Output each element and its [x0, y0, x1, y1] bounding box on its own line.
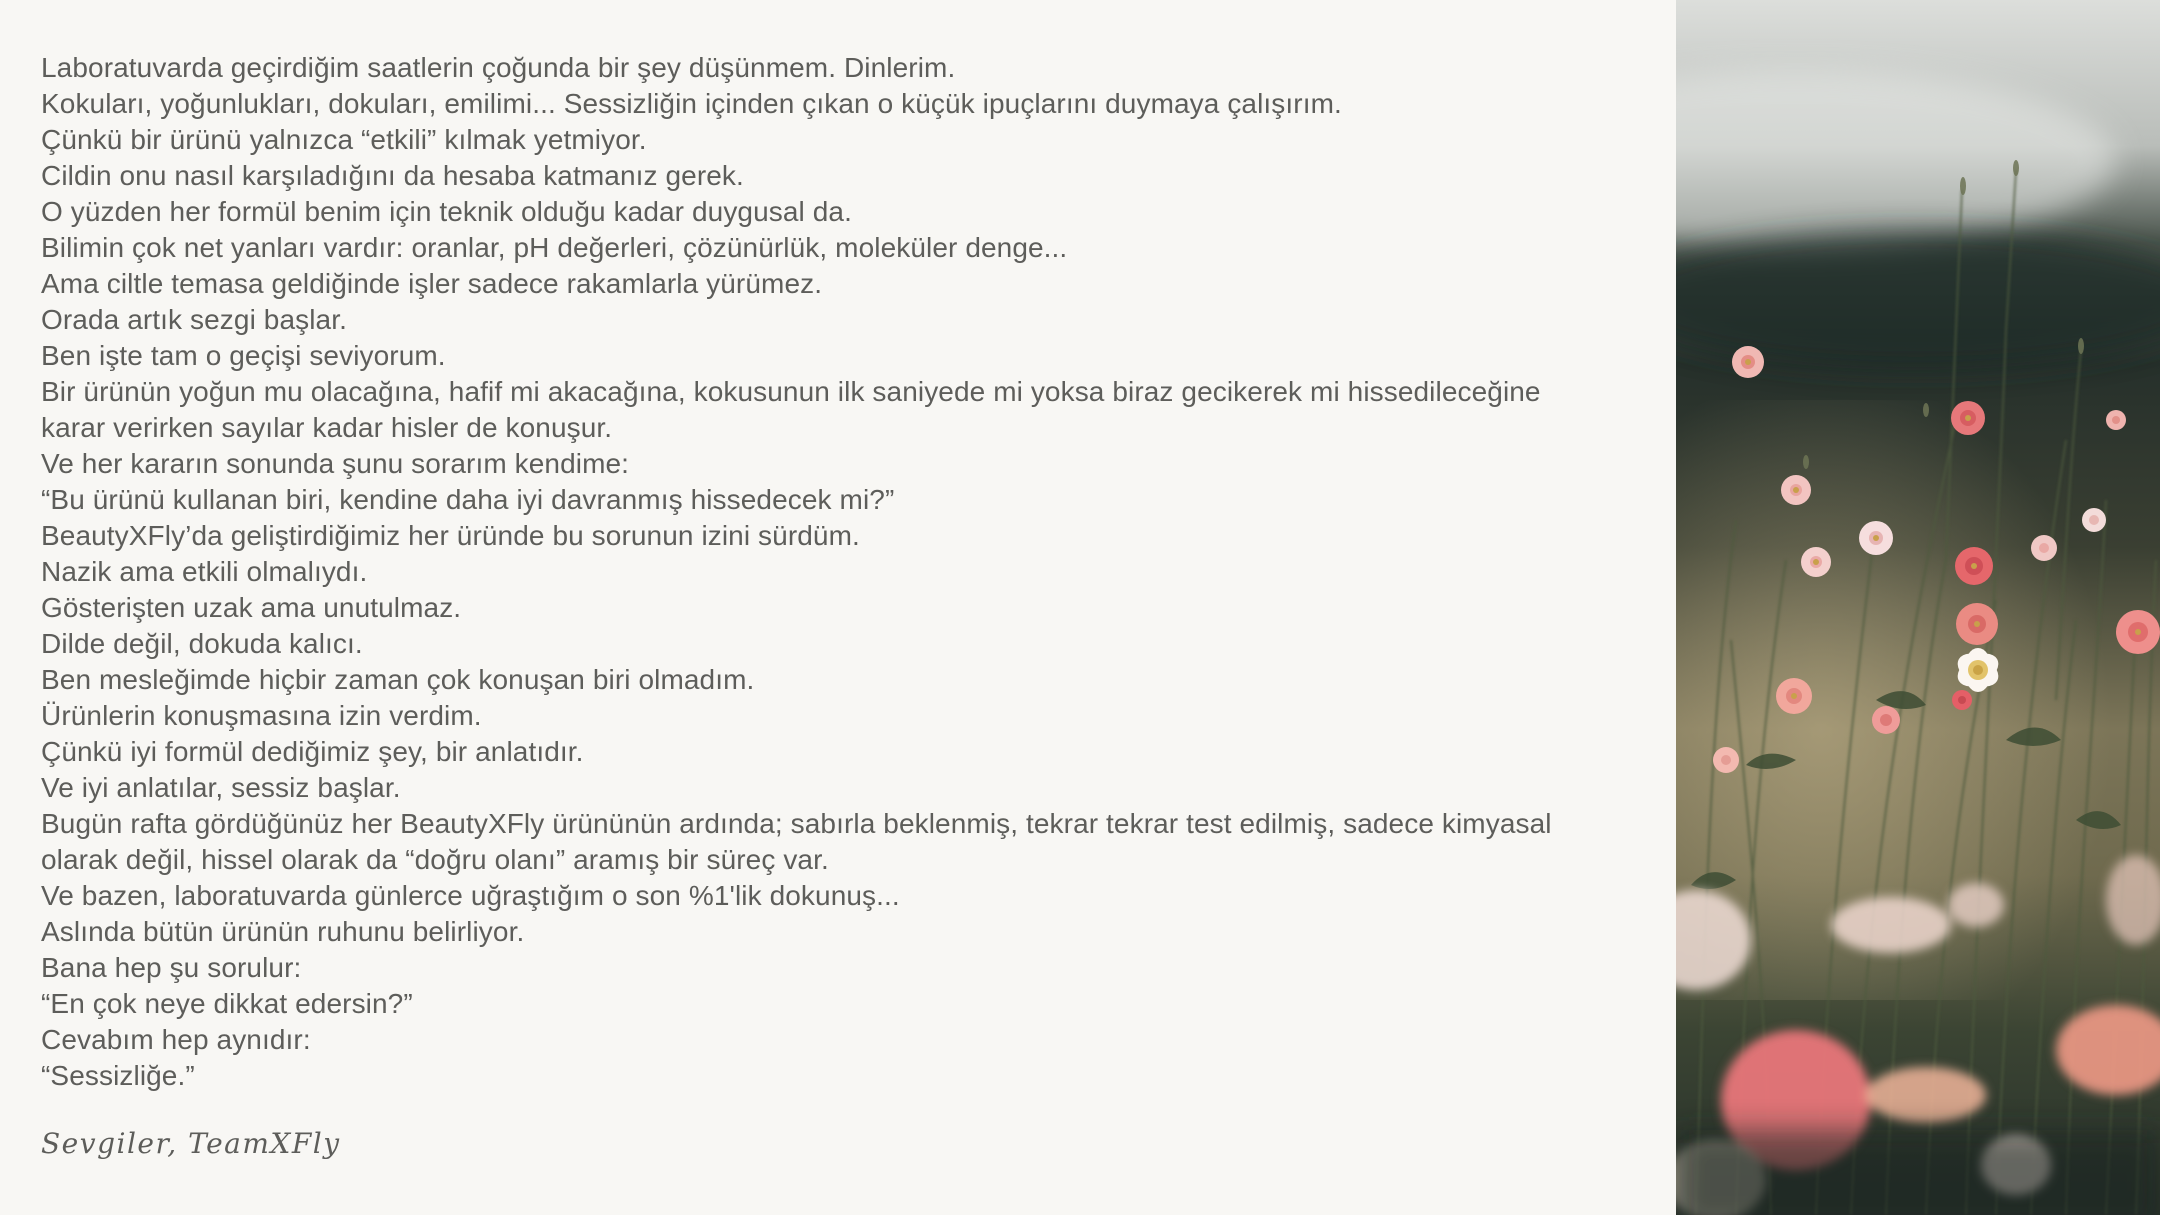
letter-line: Ama ciltle temasa geldiğinde işler sadece rakamlarla yürümez. — [41, 268, 823, 299]
letter-line: Bilimin çok net yanları vardır: oranlar, pH değerleri, çözünürlük, moleküler denge... — [41, 232, 1068, 263]
letter-body — [41, 50, 1641, 1162]
ground-shadow — [1676, 1130, 2160, 1215]
letter-line: Bugün rafta gördüğünüz her BeautyXFly ürününün ardında; sabırla beklenmiş, tekrar tekrar test edilmiş, sadece kimyasal — [41, 808, 1552, 839]
letter-line: Orada artık sezgi başlar. — [41, 304, 347, 335]
letter-line: Ben işte tam o geçişi seviyorum. — [41, 340, 446, 371]
letter-line: Dilde değil, dokuda kalıcı. — [41, 628, 363, 659]
letter-line: Bir ürünün yoğun mu olacağına, hafif mi akacağına, kokusunun ilk saniyede mi yoksa biraz gecikerek mi hissedileceğine — [41, 376, 1541, 407]
letter-line: Aslında bütün ürünün ruhunu belirliyor. — [41, 916, 525, 947]
letter-line: Kokuları, yoğunlukları, dokuları, emilimi... Sessizliğin içinden çıkan o küçük ipuçlarını duymaya çalışırım. — [41, 88, 1342, 119]
letter-line: Ben mesleğimde hiçbir zaman çok konuşan biri olmadım. — [41, 664, 755, 695]
letter-line: Çünkü iyi formül dediğimiz şey, bir anlatıdır. — [41, 736, 584, 767]
meadow-illustration — [1676, 0, 2160, 1215]
wildflower-meadow-photo — [1676, 0, 2160, 1215]
letter-line: BeautyXFly’da geliştirdiğimiz her üründe bu sorunun izini sürdüm. — [41, 520, 860, 551]
letter-line: Çünkü bir ürünü yalnızca “etkili” kılmak yetmiyor. — [41, 124, 647, 155]
letter-signature: Sevgiler, TeamXFly — [41, 1127, 341, 1160]
letter-line: “Bu ürünü kullanan biri, kendine daha iyi davranmış hissedecek mi?” — [41, 484, 895, 515]
letter-line: Gösterişten uzak ama unutulmaz. — [41, 592, 462, 623]
letter-line: Bana hep şu sorulur: — [41, 952, 302, 983]
letter-line: karar verirken sayılar kadar hisler de konuşur. — [41, 412, 613, 443]
letter-line: Ürünlerin konuşmasına izin verdim. — [41, 700, 482, 731]
letter-line: Ve her kararın sonunda şunu sorarım kendime: — [41, 448, 630, 479]
letter-line: Ve bazen, laboratuvarda günlerce uğraştığım o son %1'lik dokunuş... — [41, 880, 900, 911]
letter-line: O yüzden her formül benim için teknik olduğu kadar duygusal da. — [41, 196, 852, 227]
letter-line: olarak değil, hissel olarak da “doğru olanı” aramış bir süreç var. — [41, 844, 829, 875]
letter-line: Ve iyi anlatılar, sessiz başlar. — [41, 772, 401, 803]
letter-line: Cildin onu nasıl karşıladığını da hesaba katmanız gerek. — [41, 160, 744, 191]
letter-line: Laboratuvarda geçirdiğim saatlerin çoğunda bir şey düşünmem. Dinlerim. — [41, 52, 956, 83]
letter-line: Cevabım hep aynıdır: — [41, 1024, 311, 1055]
letter-line: Nazik ama etkili olmalıydı. — [41, 556, 368, 587]
letter-line: “En çok neye dikkat edersin?” — [41, 988, 413, 1019]
letter-line: “Sessizliğe.” — [41, 1060, 195, 1091]
